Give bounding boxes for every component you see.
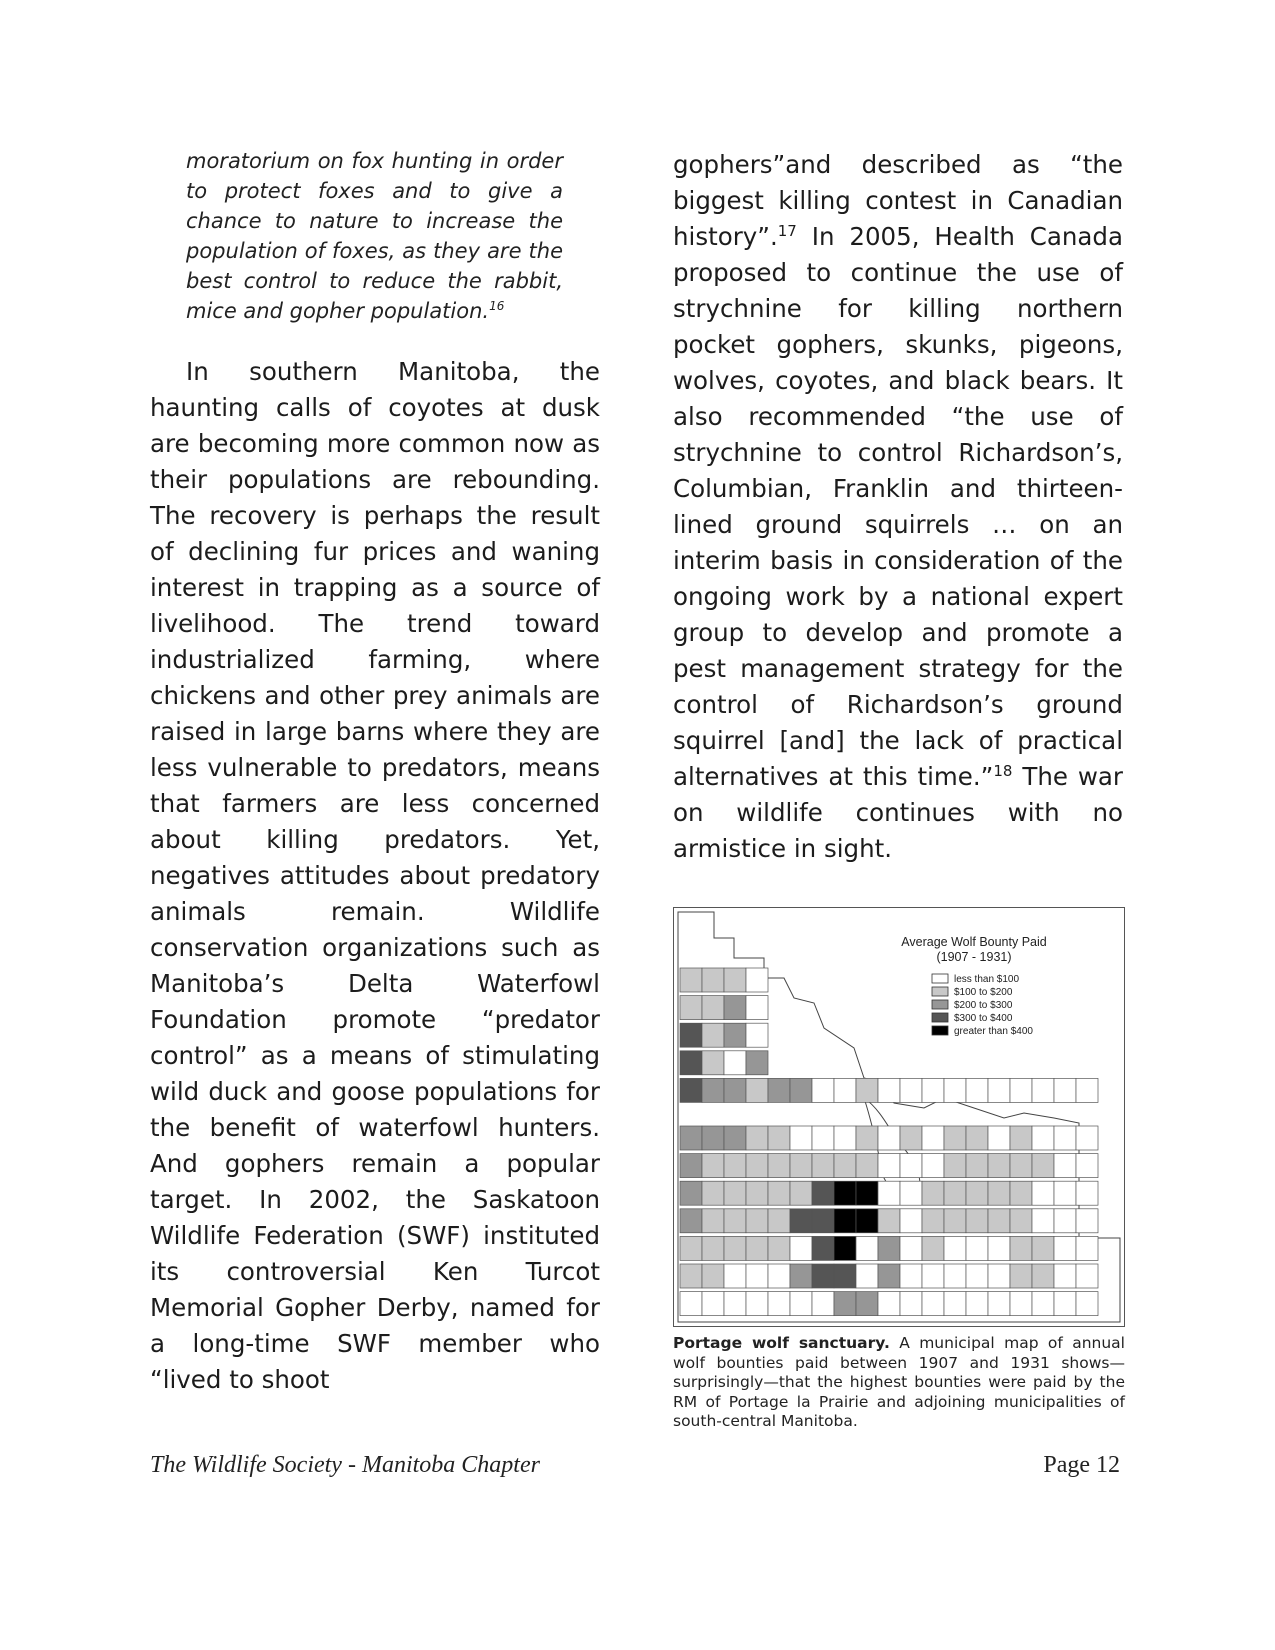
municipality-cell: [702, 1264, 724, 1288]
municipality-cell: [1054, 1078, 1076, 1102]
municipality-cell: [988, 1236, 1010, 1260]
municipality-cell: [856, 1126, 878, 1150]
municipality-cell: [724, 1023, 746, 1047]
municipality-cell: [834, 1264, 856, 1288]
municipality-cell: [724, 1126, 746, 1150]
municipality-cell: [1010, 1209, 1032, 1233]
municipality-cell: [900, 1292, 922, 1316]
municipality-cell: [812, 1154, 834, 1178]
municipality-cell: [1054, 1126, 1076, 1150]
municipality-cell: [944, 1126, 966, 1150]
municipality-cell: [988, 1078, 1010, 1102]
municipality-cell: [900, 1236, 922, 1260]
municipality-cell: [790, 1209, 812, 1233]
municipality-cell: [768, 1078, 790, 1102]
municipality-cell: [746, 1154, 768, 1178]
municipality-cell: [922, 1209, 944, 1233]
caption-bold: Portage wolf sanctuary.: [673, 1334, 890, 1352]
municipality-cell: [746, 1236, 768, 1260]
municipality-cell: [1010, 1154, 1032, 1178]
municipality-cell: [746, 968, 768, 992]
municipality-cell: [900, 1154, 922, 1178]
municipality-cell: [702, 1181, 724, 1205]
legend-swatch: [932, 1013, 948, 1022]
municipality-cell: [900, 1126, 922, 1150]
municipality-cell: [702, 1209, 724, 1233]
municipality-cell: [834, 1292, 856, 1316]
right-text-part2: In 2005, Health Canada proposed to continue the use of strychnine for killing northern pocket gophers, skunks, pigeons, wolves, coyotes, and black bears. It also recommended “the use of strychnine to control Richardson’s, Columbian, Franklin and thirteen-lined ground squirrels … on an interim basis in consideration of the ongoing work by a national expert group to develop and promote a pest management strategy for the control of Richardson’s ground squirrel [and] the lack of practical alternatives at this time.”: [673, 222, 1123, 791]
municipality-cell: [834, 1078, 856, 1102]
municipality-cell: [966, 1126, 988, 1150]
municipality-cell: [790, 1154, 812, 1178]
municipality-cell: [1076, 1209, 1098, 1233]
municipality-cell: [878, 1292, 900, 1316]
municipality-cell: [680, 968, 702, 992]
left-column-paragraph: In southern Manitoba, the haunting calls of coyotes at dusk are becoming more common now as their populations are rebounding. The recovery is perhaps the result of declining fur prices and waning interest in trapping as a source of livelihood. The trend toward industrialized farming, where chickens and other prey animals are raised in large barns where they are less vulnerable to predators, means that farmers are less concerned about killing predators. Yet, negatives attitudes about predatory animals remain. Wildlife conservation organizations such as Manitoba’s Delta Waterfowl Foundation promote “predator control” as a means of stimulating wild duck and goose populations for the benefit of waterfowl hunters. And gophers remain a popular target. In 2002, the Saskatoon Wildlife Federation (SWF) instituted its controversial Ken Turcot Memorial Gopher Derby, named for a long-time SWF member who “lived to shoot: [150, 357, 600, 1394]
municipality-cell: [1076, 1292, 1098, 1316]
municipality-cell: [966, 1209, 988, 1233]
municipality-cell: [680, 1181, 702, 1205]
municipality-cell: [812, 1292, 834, 1316]
municipality-cell: [702, 1126, 724, 1150]
municipality-cell: [812, 1236, 834, 1260]
municipality-cell: [702, 968, 724, 992]
municipality-cell: [812, 1264, 834, 1288]
map-subtitle: (1907 - 1931): [936, 950, 1012, 964]
municipality-cell: [702, 996, 724, 1020]
municipality-cell: [856, 1209, 878, 1233]
municipality-cell: [856, 1078, 878, 1102]
municipality-cell: [1032, 1236, 1054, 1260]
municipality-cell: [900, 1209, 922, 1233]
municipality-cell: [1054, 1154, 1076, 1178]
municipality-cell: [878, 1236, 900, 1260]
legend-swatch: [932, 974, 948, 983]
legend-label: $300 to $400: [954, 1013, 1013, 1024]
municipality-cell: [680, 1051, 702, 1075]
municipality-cell: [856, 1292, 878, 1316]
municipality-cell: [812, 1078, 834, 1102]
municipality-cell: [1032, 1126, 1054, 1150]
municipality-cell: [834, 1236, 856, 1260]
municipality-cell: [768, 1264, 790, 1288]
municipality-cell: [1054, 1292, 1076, 1316]
municipality-cell: [944, 1181, 966, 1205]
municipality-cell: [680, 1292, 702, 1316]
footnote-18: 18: [993, 761, 1013, 780]
caption-text: A municipal map of annual wolf bounties paid between 1907 and 1931 shows—surprisingly—that the highest bounties were paid by the RM of Portage la Prairie and adjoining municipalities of south-central Manitoba.: [673, 1334, 1125, 1430]
municipality-cell: [900, 1264, 922, 1288]
municipality-cell: [724, 1154, 746, 1178]
municipality-cell: [680, 1236, 702, 1260]
municipality-cell: [900, 1181, 922, 1205]
municipality-cell: [1010, 1181, 1032, 1205]
municipality-cell: [1010, 1264, 1032, 1288]
municipality-cell: [724, 1181, 746, 1205]
municipality-cell: [988, 1154, 1010, 1178]
municipality-cell: [768, 1292, 790, 1316]
municipality-cell: [1076, 1181, 1098, 1205]
municipality-cell: [702, 1023, 724, 1047]
municipality-cell: [746, 996, 768, 1020]
municipality-cell: [702, 1292, 724, 1316]
municipality-cell: [966, 1078, 988, 1102]
municipality-cell: [856, 1264, 878, 1288]
municipality-cell: [1032, 1292, 1054, 1316]
municipality-cell: [812, 1181, 834, 1205]
municipality-cell: [768, 1126, 790, 1150]
municipality-cell: [944, 1292, 966, 1316]
map-graphic: [674, 908, 1124, 1326]
footnote-17: 17: [777, 221, 797, 240]
municipality-cell: [834, 1181, 856, 1205]
municipality-cell: [1010, 1126, 1032, 1150]
municipality-cell: [922, 1236, 944, 1260]
municipality-cell: [790, 1292, 812, 1316]
legend-label: less than $100: [954, 974, 1020, 985]
municipality-cell: [966, 1264, 988, 1288]
municipality-cell: [966, 1154, 988, 1178]
municipality-cell: [790, 1236, 812, 1260]
municipality-cell: [834, 1126, 856, 1150]
municipality-cell: [944, 1209, 966, 1233]
municipality-cell: [966, 1181, 988, 1205]
municipality-cell: [922, 1292, 944, 1316]
block-quote: [186, 146, 563, 326]
municipality-cell: [878, 1126, 900, 1150]
wolf-bounty-map: [673, 907, 1125, 1327]
municipality-cell: [834, 1209, 856, 1233]
municipality-cell: [746, 1126, 768, 1150]
right-column-paragraph: [673, 147, 1123, 867]
municipality-cell: [944, 1078, 966, 1102]
municipality-cell: [1010, 1236, 1032, 1260]
legend-swatch: [932, 1000, 948, 1009]
municipality-cell: [812, 1126, 834, 1150]
municipality-cell: [922, 1264, 944, 1288]
municipality-cell: [944, 1264, 966, 1288]
municipality-cell: [680, 1154, 702, 1178]
municipality-cell: [1076, 1264, 1098, 1288]
map-legend: [932, 974, 1033, 1037]
municipality-cell: [746, 1264, 768, 1288]
right-text-part3: The war on wildlife continues with no armistice in sight.: [673, 762, 1123, 863]
figure-caption: [673, 1334, 1125, 1432]
municipality-cell: [768, 1209, 790, 1233]
municipality-cell: [1076, 1236, 1098, 1260]
municipality-cell: [724, 1236, 746, 1260]
municipality-cell: [988, 1126, 1010, 1150]
municipality-cell: [856, 1236, 878, 1260]
municipality-cell: [966, 1236, 988, 1260]
municipality-cell: [878, 1264, 900, 1288]
municipality-cell: [746, 1292, 768, 1316]
municipality-cell: [834, 1154, 856, 1178]
footnote-16: 16: [489, 299, 505, 313]
municipality-cell: [768, 1154, 790, 1178]
municipality-cell: [878, 1154, 900, 1178]
quote-text: moratorium on fox hunting in order to protect foxes and to give a chance to nature to increase the population of foxes, as they are the best control to reduce the rabbit, mice and gopher population.: [186, 149, 563, 323]
legend-label: $100 to $200: [954, 987, 1013, 998]
legend-label: greater than $400: [954, 1026, 1033, 1037]
municipality-cell: [724, 1078, 746, 1102]
municipality-cell: [790, 1126, 812, 1150]
municipality-cell: [702, 1078, 724, 1102]
municipality-cell: [922, 1181, 944, 1205]
municipality-cell: [878, 1181, 900, 1205]
municipality-cell: [878, 1209, 900, 1233]
municipality-cell: [680, 1023, 702, 1047]
municipality-cell: [746, 1181, 768, 1205]
municipality-cell: [724, 1209, 746, 1233]
municipality-cell: [790, 1078, 812, 1102]
municipality-cell: [1032, 1264, 1054, 1288]
municipality-cell: [1054, 1181, 1076, 1205]
legend-swatch: [932, 987, 948, 996]
municipality-cell: [1032, 1209, 1054, 1233]
municipality-cell: [724, 968, 746, 992]
municipality-cell: [746, 1051, 768, 1075]
municipality-cell: [900, 1078, 922, 1102]
municipality-cell: [1054, 1209, 1076, 1233]
municipality-cell: [1076, 1126, 1098, 1150]
municipality-cell: [1076, 1078, 1098, 1102]
municipality-cell: [724, 1292, 746, 1316]
map-title: Average Wolf Bounty Paid: [901, 935, 1047, 949]
municipality-cell: [812, 1209, 834, 1233]
legend-label: $200 to $300: [954, 1000, 1013, 1011]
municipality-cell: [1010, 1292, 1032, 1316]
municipality-cell: [680, 1209, 702, 1233]
municipality-cell: [702, 1236, 724, 1260]
right-text-part1: gophers”and described as “the biggest killing contest in Canadian history”.: [673, 150, 1123, 251]
municipality-cell: [680, 1078, 702, 1102]
municipality-cell: [1054, 1264, 1076, 1288]
municipality-cell: [746, 1078, 768, 1102]
municipality-cell: [724, 1051, 746, 1075]
municipality-cell: [988, 1264, 1010, 1288]
municipality-cell: [790, 1264, 812, 1288]
municipality-cell: [988, 1209, 1010, 1233]
footer-page-number: Page 12: [1043, 1452, 1120, 1478]
municipality-cell: [680, 1126, 702, 1150]
municipality-cell: [1032, 1181, 1054, 1205]
municipality-cell: [724, 996, 746, 1020]
municipality-cell: [1032, 1154, 1054, 1178]
municipality-cell: [988, 1292, 1010, 1316]
municipality-cell: [878, 1078, 900, 1102]
municipality-cell: [746, 1023, 768, 1047]
footer-publication: The Wildlife Society - Manitoba Chapter: [150, 1452, 540, 1478]
municipality-cell: [856, 1154, 878, 1178]
municipality-cell: [790, 1181, 812, 1205]
municipality-cell: [856, 1181, 878, 1205]
municipality-cell: [922, 1154, 944, 1178]
municipality-cell: [944, 1154, 966, 1178]
municipality-cell: [1010, 1078, 1032, 1102]
municipality-cell: [966, 1292, 988, 1316]
municipality-cell: [768, 1236, 790, 1260]
municipality-cell: [680, 996, 702, 1020]
municipality-cell: [944, 1236, 966, 1260]
municipality-cell: [1054, 1236, 1076, 1260]
legend-swatch: [932, 1026, 948, 1035]
municipality-cell: [922, 1078, 944, 1102]
municipality-cell: [746, 1209, 768, 1233]
municipality-cell: [768, 1181, 790, 1205]
municipality-cell: [1076, 1154, 1098, 1178]
municipality-cell: [1032, 1078, 1054, 1102]
municipality-cell: [702, 1051, 724, 1075]
municipality-cell: [724, 1264, 746, 1288]
municipality-cell: [702, 1154, 724, 1178]
municipality-cell: [680, 1264, 702, 1288]
municipality-cell: [922, 1126, 944, 1150]
municipality-cell: [988, 1181, 1010, 1205]
